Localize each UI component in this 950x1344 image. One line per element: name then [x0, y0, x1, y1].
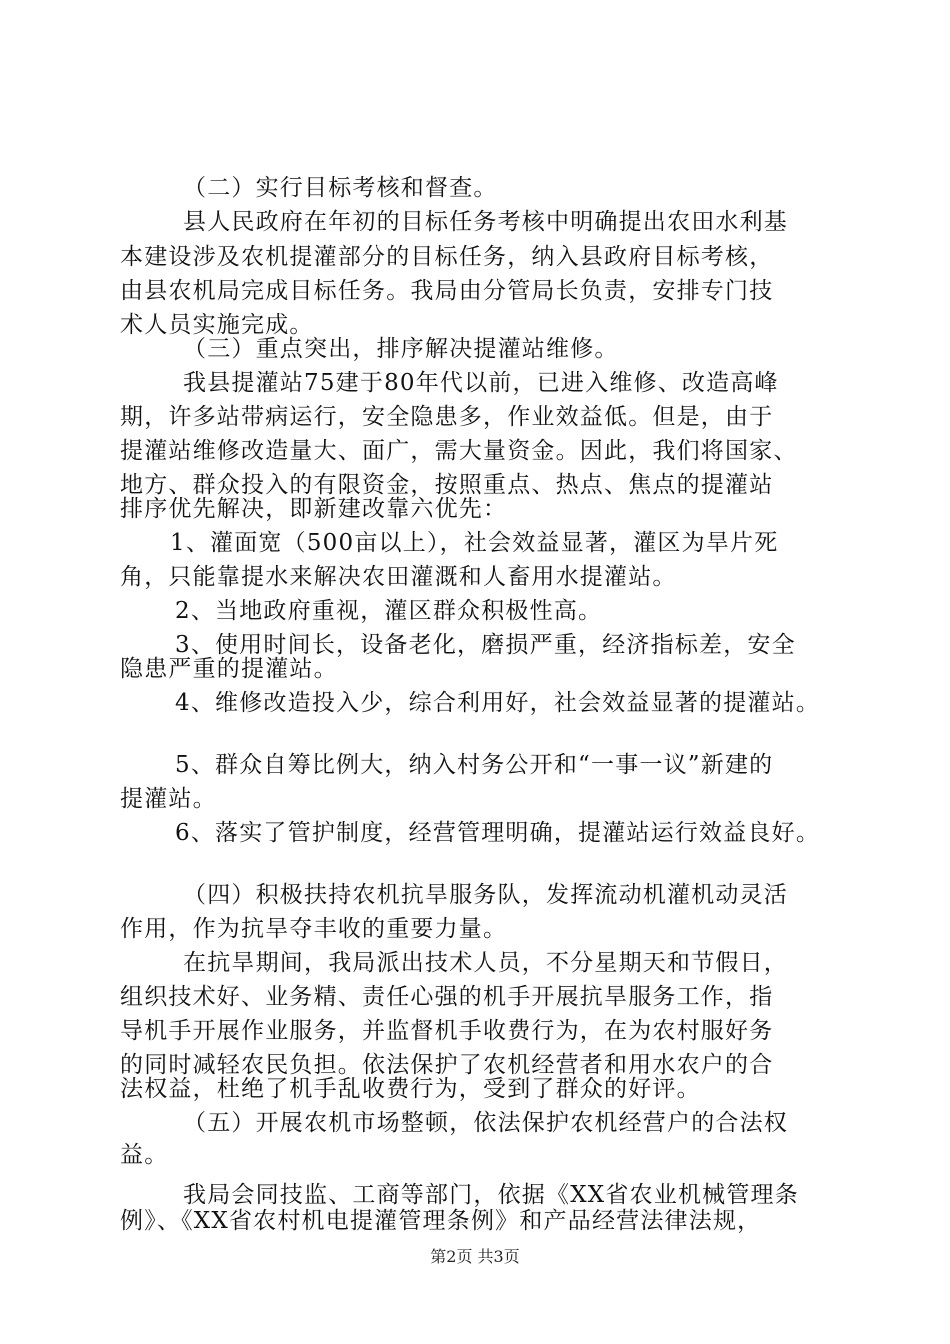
page-footer: 第2页 共3页	[430, 1247, 520, 1266]
text-line: 3、使用时间长，设备老化，磨损严重，经济指标差，安全	[175, 632, 796, 658]
text-line: （四）积极扶持农机抗旱服务队，发挥流动机灌机动灵活	[183, 882, 788, 908]
text-line: 4、维修改造投入少，综合利用好，社会效益显著的提灌站。	[175, 690, 821, 716]
text-line: 本建设涉及农机提灌部分的目标任务，纳入县政府目标考核，	[120, 244, 774, 270]
text-line: 角，只能靠提水来解决农田灌溉和人畜用水提灌站。	[120, 564, 677, 590]
text-line: 6、落实了管护制度，经营管理明确，提灌站运行效益良好。	[175, 820, 821, 846]
text-line: （五）开展农机市场整顿，依法保护农机经营户的合法权	[183, 1110, 788, 1136]
text-line: 隐患严重的提灌站。	[120, 656, 338, 682]
text-line: 我县提灌站75建于80年代以前，已进入维修、改造高峰	[183, 370, 779, 396]
text-line: （二）实行目标考核和督查。	[183, 175, 498, 201]
text-line: 组织技术好、业务精、责任心强的机手开展抗旱服务工作，指	[120, 984, 774, 1010]
text-line: 县人民政府在年初的目标任务考核中明确提出农田水利基	[183, 209, 788, 235]
text-line: （三）重点突出，排序解决提灌站维修。	[183, 336, 619, 362]
text-line: 2、当地政府重视，灌区群众积极性高。	[175, 598, 603, 624]
text-line: 作用，作为抗旱夺丰收的重要力量。	[120, 916, 508, 942]
text-line: 由县农机局完成目标任务。我局由分管局长负责，安排专门技	[120, 278, 774, 304]
text-line: 提灌站维修改造量大、面广，需大量资金。因此，我们将国家、	[120, 438, 798, 464]
text-line: 导机手开展作业服务，并监督机手收费行为，在为农村服好务	[120, 1018, 774, 1044]
text-line: 我局会同技监、工商等部门，依据《XX省农业机械管理条	[183, 1182, 799, 1208]
text-line: 提灌站。	[120, 786, 217, 812]
text-line: 期，许多站带病运行，安全隐患多，作业效益低。但是，由于	[120, 404, 774, 430]
text-line: 术人员实施完成。	[120, 312, 314, 338]
text-line: 5、群众自筹比例大，纳入村务公开和“一事一议”新建的	[175, 752, 774, 778]
text-line: 的同时减轻农民负担。依法保护了农机经营者和用水农户的合	[120, 1052, 774, 1078]
text-line: 1、灌面宽（500亩以上），社会效益显著，灌区为旱片死	[170, 530, 779, 556]
text-line: 益。	[120, 1142, 169, 1168]
text-line: 例》、《XX省农村机电提灌管理条例》和产品经营法律法规，	[120, 1208, 762, 1234]
text-line: 地方、群众投入的有限资金，按照重点、热点、焦点的提灌站	[120, 472, 774, 498]
text-line: 法权益，杜绝了机手乱收费行为，受到了群众的好评。	[120, 1076, 701, 1102]
text-line: 在抗旱期间，我局派出技术人员，不分星期天和节假日，	[183, 950, 788, 976]
text-line: 排序优先解决，即新建改靠六优先：	[120, 496, 508, 522]
